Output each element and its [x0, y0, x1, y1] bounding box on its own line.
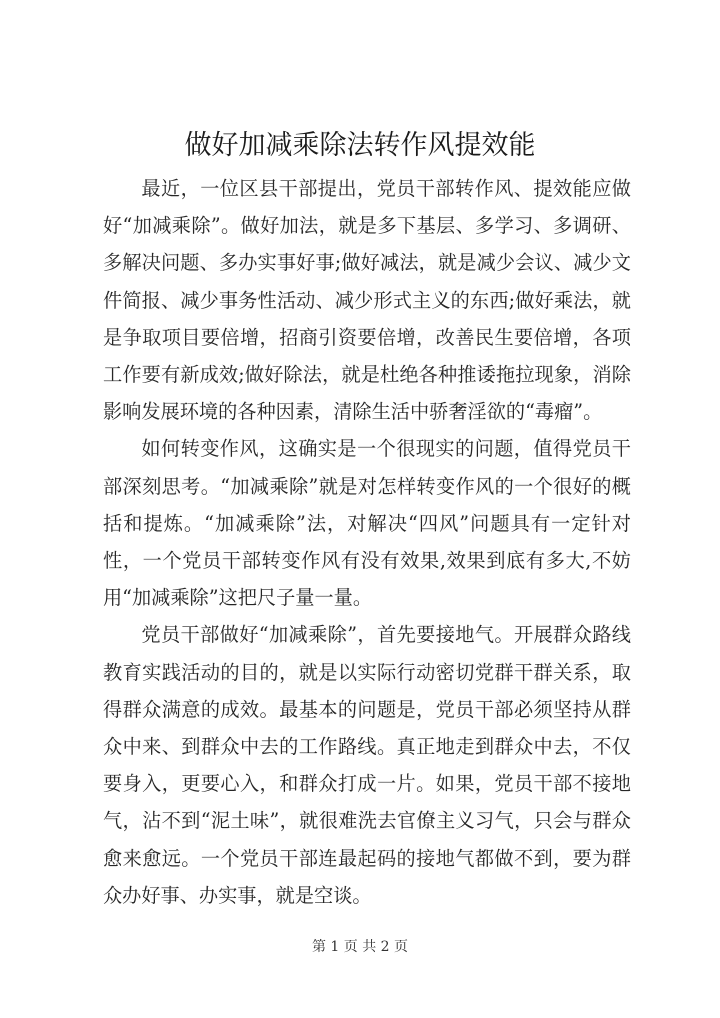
- page-number-footer: 第 1 页 共 2 页: [311, 939, 409, 955]
- document-title: 做好加减乘除法转作风提效能: [184, 130, 536, 161]
- document-body: [103, 170, 631, 914]
- paragraph-2: 如何转变作风，这确实是一个很现实的问题，值得党员干部深刻思考。“加减乘除”就是对怎样转变作风的一个很好的概括和提炼。“加减乘除”法，对解决“四风”问题具有一定针对性，一个党员干部转变作风有没有效果,效果到底有多大,不妨用“加减乘除”这把尺子量一量。: [103, 437, 631, 610]
- paragraph-3: 党员干部做好“加减乘除”，首先要接地气。开展群众路线教育实践活动的目的，就是以实际行动密切党群干群关系，取得群众满意的成效。最基本的问题是，党员干部必须坚持从群众中来、到群众中去的工作路线。真正地走到群众中去，不仅要身入，更要心入，和群众打成一片。如果，党员干部不接地气，沾不到“泥土味”，就很难洗去官僚主义习气，只会与群众愈来愈远。一个党员干部连最起码的接地气都做不到，要为群众办好事、办实事，就是空谈。: [103, 623, 631, 907]
- paragraph-1: 最近，一位区县干部提出，党员干部转作风、提效能应做好“加减乘除”。做好加法，就是多下基层、多学习、多调研、多解决问题、多办实事好事;做好减法，就是减少会议、减少文件简报、减少事务性活动、减少形式主义的东西;做好乘法，就是争取项目要倍增，招商引资要倍增，改善民生要倍增，各项工作要有新成效;做好除法，就是杜绝各种推诿拖拉现象，消除影响发展环境的各种因素，清除生活中骄奢淫欲的“毒瘤”。: [103, 177, 631, 424]
